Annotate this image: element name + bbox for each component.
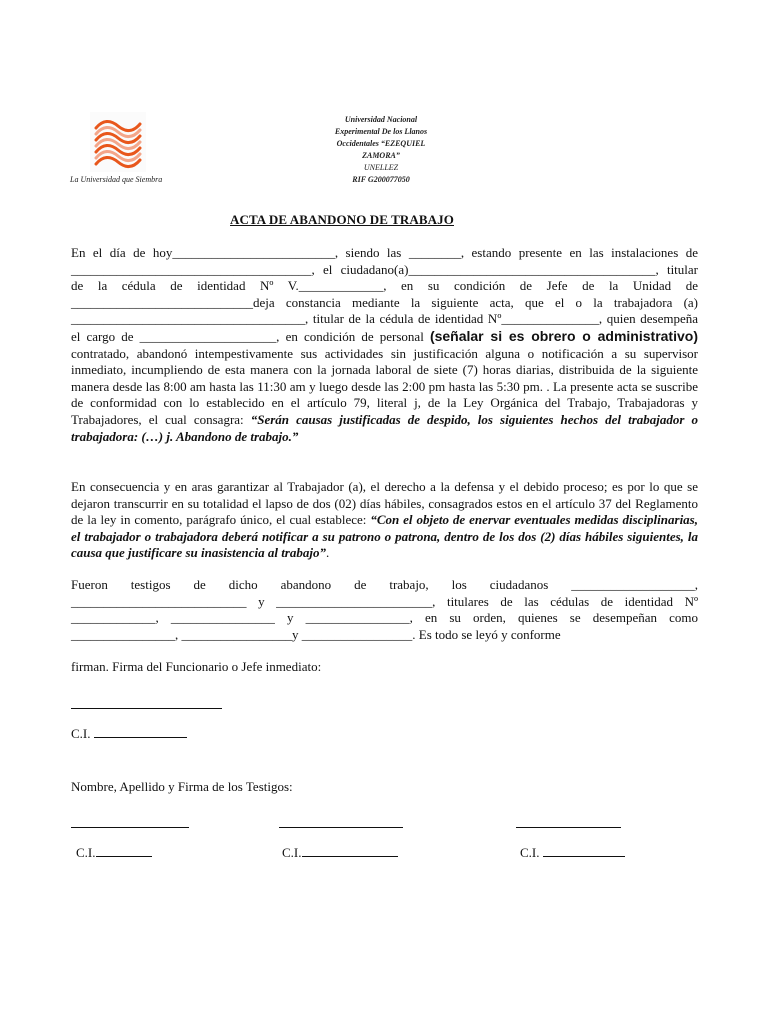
- ci-blank: [96, 845, 152, 857]
- witness-1-signature-line: [71, 827, 189, 828]
- ci-blank: [302, 845, 398, 857]
- supervisor-signature-label: firman. Firma del Funcionario o Jefe inmediato:: [71, 659, 322, 674]
- header-line: Occidentales “EZEQUIEL: [336, 139, 426, 148]
- document-title: ACTA DE ABANDONO DE TRABAJO: [230, 212, 454, 227]
- witnesses-paragraph: Fueron testigos de dicho abandono de trabajo, los ciudadanos ___________________, ___________________________ y ________________________, titulares de las cédulas de identidad Nº _____________, ________________ y ________________, en su orden, quienes se desempeñan como ________________, _________________y _________________. Es todo se leyó y conforme: [71, 577, 698, 642]
- ci-blank: [543, 845, 625, 857]
- header-line: ZAMORA”: [362, 151, 400, 160]
- witness-2-signature-line: [279, 827, 403, 828]
- regulation-quote: “Con el objeto de enervar eventuales medidas disciplinarias, el trabajador o trabajadora deberá notificar a su patrono o patrona, dentro de los dos (2) días hábiles siguientes, la causa que justificare su inasistencia al trabajo”: [71, 512, 698, 561]
- paragraph-2: [71, 479, 698, 562]
- paragraph-3: [71, 577, 698, 643]
- university-header: [296, 114, 466, 186]
- ci-label: C.I.: [282, 845, 302, 860]
- worker-type-note: (señalar si es obrero o administrativo): [429, 327, 698, 344]
- paragraph-2-end: .: [325, 545, 330, 561]
- ci-blank: [94, 726, 187, 738]
- law-quote: “Serán causas justificadas de despido, los siguientes hechos del trabajador o trabajadora: (…) j. Abandono de trabajo.”: [71, 411, 698, 444]
- unellez-logo-icon: [90, 112, 146, 172]
- paragraph-2-text: En consecuencia y en aras garantizar al Trabajador (a), el derecho a la defensa y el debido proceso; es por lo que se dejaron transcurrir en su totalidad el lapso de dos (02) días hábiles, consagrados estos en el artículo 37 del Reglamento de la ley in comento, parágrafo único, el cual establece:: [71, 479, 698, 528]
- university-tagline: La Universidad que Siembra: [70, 175, 163, 184]
- ci-label: C.I.: [71, 726, 91, 741]
- witness-2-ci: [282, 845, 398, 861]
- header-line: RIF G200077050: [352, 175, 410, 184]
- paragraph-1-text-cont: contratado, abandonó intempestivamente sus actividades sin justificación alguna o notificación a su supervisor inmediato, incumpliendo de esta manera con la jornada laboral de siete (7) horas diarias, distribuida de la siguiente manera desde las 8:00 am hasta las 11:30 am y luego desde las 2:00 pm hasta las 5:30 pm. . La presente acta se suscribe de conformidad con lo establecido en el artículo 79, literal j, de la Ley Orgánica del Trabajo, Trabajadoras y Trabajadores, el cual consagra:: [71, 345, 698, 427]
- witnesses-signature-label: Nombre, Apellido y Firma de los Testigos:: [71, 779, 293, 794]
- header-line: Universidad Nacional: [344, 115, 418, 124]
- ci-label: C.I.: [520, 845, 540, 860]
- witness-3-signature-line: [516, 827, 621, 828]
- witness-1-ci: [76, 845, 152, 861]
- paragraph-1-text: En el día de hoy_________________________, siendo las ________, estando presente en las instalaciones de _____________________________________, el ciudadano(a)______________________________________, titular de la cédula de identidad Nº V._____________, en su condición de Jefe de la Unidad de ____________________________deja constancia mediante la siguiente acta, que el o la trabajadora (a) ____________________________________, titular de la cédula de identidad Nº_______________, quien desempeña el cargo de _____________________, en condición de personal: [71, 245, 698, 344]
- paragraph-1: [71, 245, 698, 445]
- header-line: UNELLEZ: [363, 163, 399, 172]
- supervisor-signature-line: [71, 708, 222, 709]
- ci-label: C.I.: [76, 845, 96, 860]
- header-line: Experimental De los Llanos: [334, 127, 428, 136]
- witness-3-ci: [520, 845, 625, 861]
- supervisor-ci: [71, 726, 187, 742]
